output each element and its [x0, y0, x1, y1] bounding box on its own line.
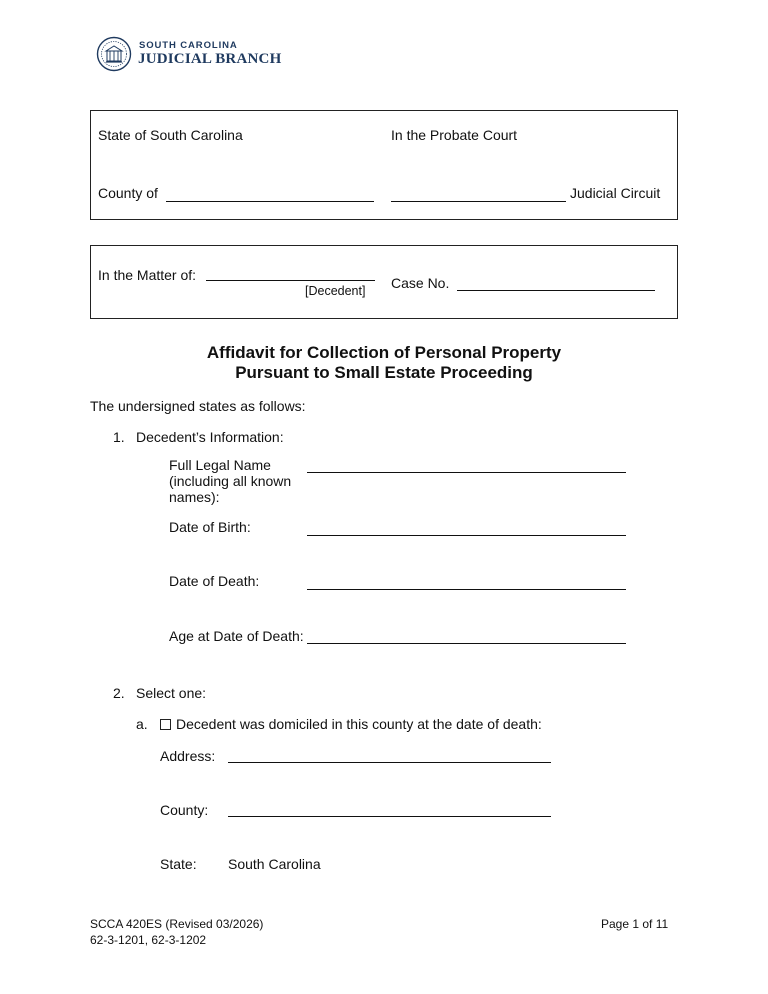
option-a-checkbox[interactable]: [160, 719, 171, 730]
court-seal-icon: [96, 36, 132, 72]
state-label: State of South Carolina: [98, 127, 243, 143]
county-label: County of: [98, 185, 158, 201]
dob-label: Date of Birth:: [169, 519, 251, 535]
dod-field[interactable]: [307, 589, 626, 590]
matter-label: In the Matter of:: [98, 267, 197, 283]
full-name-label-line3: names):: [169, 489, 220, 505]
address-label: Address:: [160, 748, 216, 764]
county2-field[interactable]: [228, 816, 551, 817]
state2-label: State:: [160, 856, 197, 872]
full-name-field[interactable]: [307, 472, 626, 473]
county2-label: County:: [160, 802, 209, 818]
form-title-line2: Pursuant to Small Estate Proceeding: [235, 363, 533, 382]
circuit-label: Judicial Circuit: [570, 185, 661, 201]
age-label: Age at Date of Death:: [169, 628, 304, 644]
footer-page-number: Page 1 of 11: [601, 917, 669, 931]
form-title-line1: Affidavit for Collection of Personal Property: [206, 343, 562, 362]
option-a-row: [160, 716, 542, 732]
full-name-label-line1: Full Legal Name: [169, 457, 271, 473]
judicial-branch-logo: [96, 36, 286, 72]
age-field[interactable]: [307, 643, 626, 644]
county-field[interactable]: [166, 201, 374, 202]
dob-field[interactable]: [307, 535, 626, 536]
section2-heading: Select one:: [136, 685, 207, 701]
section2-number: 2.: [113, 685, 125, 701]
footer-statutes: 62-3-1201, 62-3-1202: [90, 933, 207, 947]
decedent-name-field[interactable]: [206, 280, 375, 281]
case-number-field[interactable]: [457, 290, 655, 291]
address-field[interactable]: [228, 762, 551, 763]
logo-top-text: SOUTH CAROLINA: [139, 40, 238, 51]
case-number-label: Case No.: [391, 275, 450, 291]
option-a-letter: a.: [136, 716, 148, 732]
logo-main-text: JUDICIAL BRANCH: [138, 51, 282, 67]
section1-number: 1.: [113, 429, 125, 445]
section1-heading: Decedent’s Information:: [136, 429, 284, 445]
full-name-label-line2: (including all known: [169, 473, 292, 489]
state2-value: South Carolina: [228, 856, 321, 872]
dod-label: Date of Death:: [169, 573, 260, 589]
intro-text: The undersigned states as follows:: [90, 398, 306, 414]
decedent-sublabel: [Decedent]: [305, 284, 366, 298]
option-a-text: Decedent was domiciled in this county at the date of death:: [176, 716, 542, 732]
circuit-field[interactable]: [391, 201, 566, 202]
footer-form-id: SCCA 420ES (Revised 03/2026): [90, 917, 264, 931]
court-label: In the Probate Court: [391, 127, 518, 143]
